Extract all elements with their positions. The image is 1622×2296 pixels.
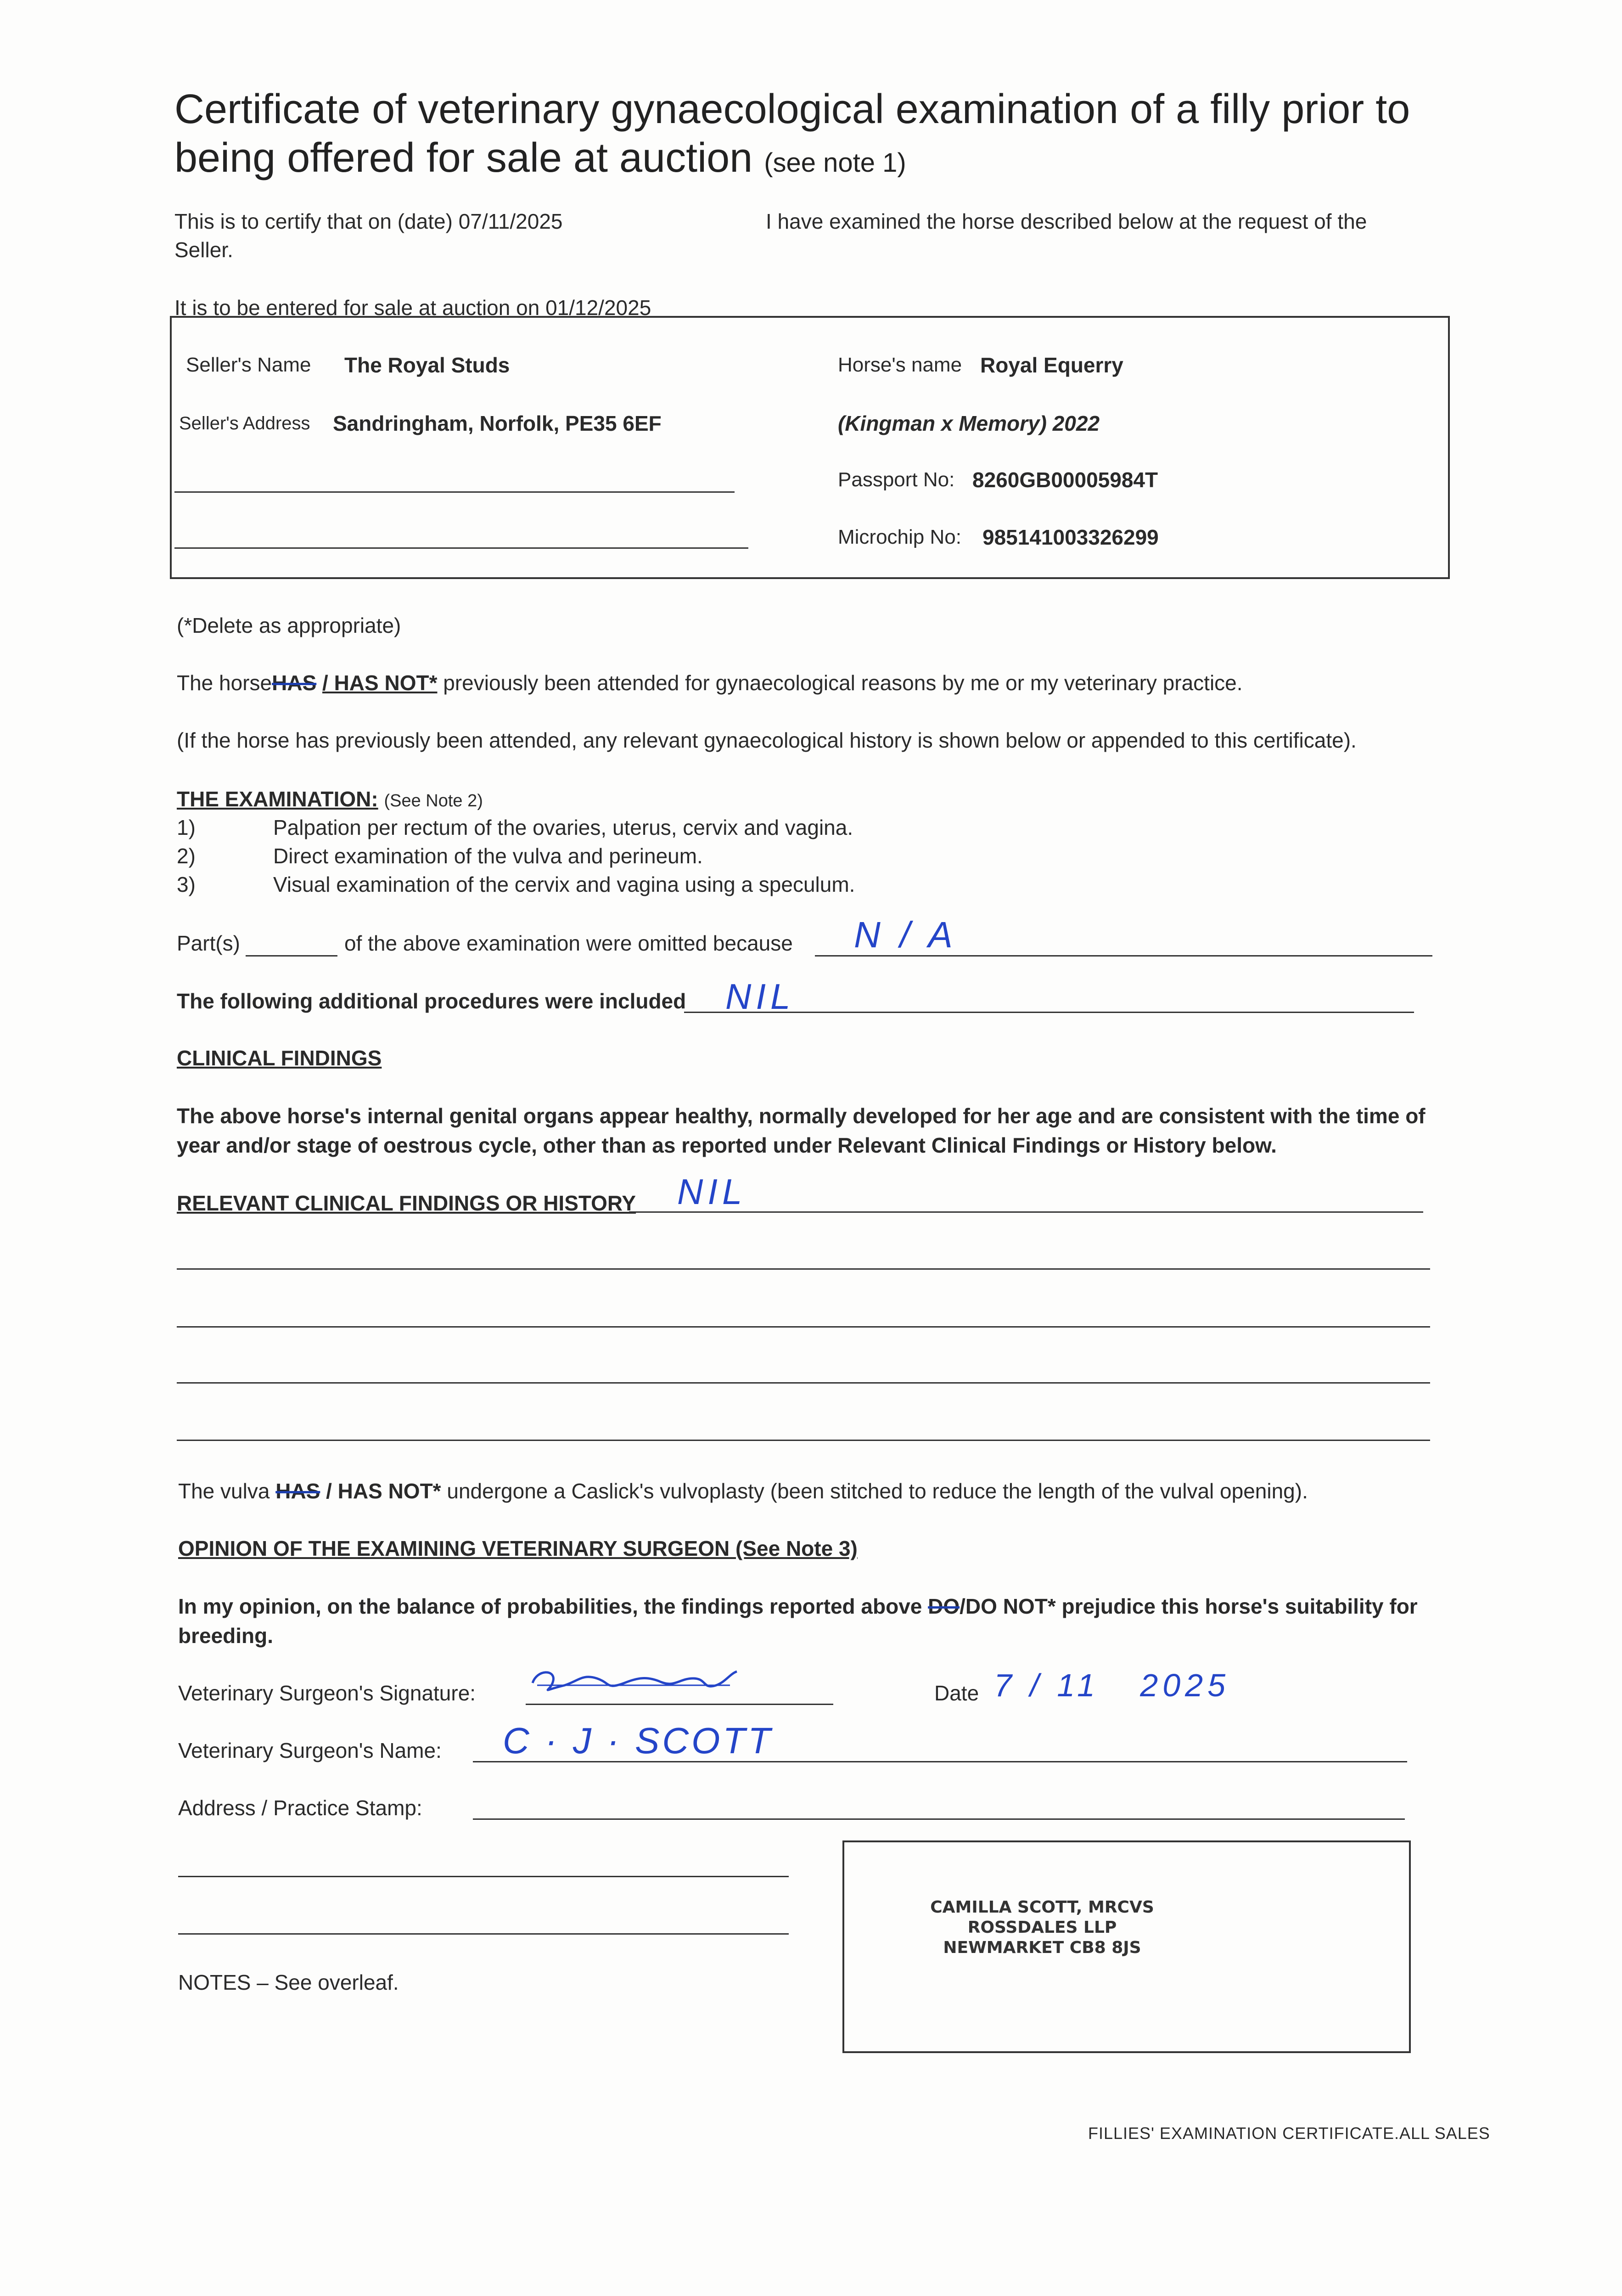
attended-statement bbox=[177, 668, 1243, 698]
auction-prefix: It is to be entered for sale at auction on bbox=[174, 296, 540, 320]
clinical-heading: CLINICAL FINDINGS bbox=[177, 1046, 382, 1070]
address-stamp-line[interactable] bbox=[473, 1818, 1405, 1820]
exam-item-text: Visual examination of the cervix and vagina using a speculum. bbox=[273, 872, 855, 896]
vulva-statement bbox=[178, 1476, 1308, 1506]
name-label: Veterinary Surgeon's Name: bbox=[178, 1739, 442, 1762]
address-line-b[interactable] bbox=[178, 1933, 789, 1935]
signature-line[interactable] bbox=[526, 1704, 833, 1705]
exam-item bbox=[177, 870, 855, 899]
horse-name-field[interactable]: Royal Equerry bbox=[980, 353, 1123, 377]
additional-label: The following additional procedures were included bbox=[177, 989, 686, 1013]
practice-stamp bbox=[895, 1897, 1189, 1958]
address-line-1[interactable] bbox=[174, 491, 735, 493]
opinion-heading: OPINION OF THE EXAMINING VETERINARY SURGEON (See Note 3) bbox=[178, 1536, 858, 1560]
opinion-suffix: prejudice this horse's suitability for breeding. bbox=[178, 1594, 1418, 1648]
examination-note: (See Note 2) bbox=[384, 791, 483, 810]
omitted-parts-field[interactable] bbox=[246, 955, 337, 957]
stamp-line-3: NEWMARKET CB8 8JS bbox=[943, 1938, 1141, 1957]
seller-name-label: Seller's Name bbox=[186, 354, 311, 376]
history-note: (If the horse has previously been attended, any relevant gynaecological history is shown below or appended to this certificate). bbox=[177, 728, 1357, 752]
omitted-mid: of the above examination were omitted because bbox=[344, 931, 793, 955]
clinical-statement: The above horse's internal genital organs appear healthy, normally developed for her age and are consistent with the time of year and/or stage of oestrous cycle, other than as reported under Relevant Clinical Findings or History below. bbox=[177, 1104, 1426, 1157]
seller-address-field[interactable]: Sandringham, Norfolk, PE35 6EF bbox=[333, 411, 662, 435]
delete-note: (*Delete as appropriate) bbox=[177, 613, 401, 637]
exam-item-num: 1) bbox=[177, 816, 196, 839]
relevant-line-4[interactable] bbox=[177, 1440, 1430, 1441]
stamp-line-2: ROSSDALES LLP bbox=[967, 1918, 1117, 1937]
seller-word: Seller. bbox=[174, 238, 233, 262]
seller-name-field[interactable]: The Royal Studs bbox=[344, 353, 510, 377]
microchip-field[interactable]: 985141003326299 bbox=[982, 525, 1159, 549]
exam-date: 07/11/2025 bbox=[458, 209, 563, 233]
signature-mark bbox=[528, 1665, 744, 1697]
stamp-line-1: CAMILLA SCOTT, MRCVS bbox=[930, 1898, 1154, 1917]
auction-date: 01/12/2025 bbox=[545, 296, 651, 320]
exam-item-num: 2) bbox=[177, 844, 196, 868]
additional-value[interactable]: NIL bbox=[725, 976, 795, 1017]
address-stamp-label: Address / Practice Stamp: bbox=[178, 1796, 422, 1820]
name-value[interactable]: C · J · SCOTT bbox=[503, 1720, 774, 1761]
passport-label: Passport No: bbox=[838, 468, 955, 491]
opinion-do-not[interactable]: /DO NOT* bbox=[960, 1594, 1056, 1618]
relevant-line-0[interactable] bbox=[629, 1211, 1423, 1213]
opinion-do-struck[interactable]: DO bbox=[928, 1594, 960, 1618]
notes-text: NOTES – See overleaf. bbox=[178, 1970, 399, 1994]
exam-item-text: Direct examination of the vulva and perineum. bbox=[273, 844, 703, 868]
certify-line bbox=[174, 207, 563, 236]
exam-item-num: 3) bbox=[177, 872, 196, 896]
relevant-heading: RELEVANT CLINICAL FINDINGS OR HISTORY bbox=[177, 1191, 636, 1215]
opinion-prefix: In my opinion, on the balance of probabilities, the findings reported above bbox=[178, 1594, 922, 1618]
address-line-a[interactable] bbox=[178, 1876, 789, 1877]
page-title bbox=[174, 85, 1506, 187]
examination-title: THE EXAMINATION: bbox=[177, 787, 378, 811]
footer-text: FILLIES' EXAMINATION CERTIFICATE.ALL SALES bbox=[1088, 2124, 1490, 2143]
omitted-reason-value[interactable]: N / A bbox=[854, 914, 957, 955]
attended-has-not[interactable]: / HAS NOT* bbox=[322, 671, 438, 695]
relevant-line-1[interactable] bbox=[177, 1268, 1430, 1270]
relevant-value[interactable]: NIL bbox=[677, 1171, 747, 1212]
signature-label: Veterinary Surgeon's Signature: bbox=[178, 1681, 476, 1705]
omitted-prefix: Part(s) bbox=[177, 931, 240, 955]
date-label: Date bbox=[934, 1681, 979, 1705]
exam-item bbox=[177, 813, 853, 842]
seller-address-label: Seller's Address bbox=[179, 413, 310, 433]
signature-field[interactable] bbox=[528, 1665, 744, 1697]
examination-heading bbox=[177, 784, 483, 816]
vulva-prefix: The vulva bbox=[178, 1479, 270, 1503]
opinion-statement bbox=[178, 1592, 1464, 1650]
address-line-2[interactable] bbox=[174, 547, 748, 549]
date-value[interactable]: 7 / 11 2025 bbox=[994, 1667, 1230, 1703]
title-main: Certificate of veterinary gynaecological examination of a filly prior to being offered for sale at auction bbox=[174, 86, 1410, 181]
exam-item-text: Palpation per rectum of the ovaries, uterus, cervix and vagina. bbox=[273, 816, 853, 839]
microchip-label: Microchip No: bbox=[838, 526, 961, 548]
relevant-line-3[interactable] bbox=[177, 1382, 1430, 1384]
horse-name-label: Horse's name bbox=[838, 354, 962, 376]
attended-has-struck[interactable]: HAS bbox=[272, 671, 317, 695]
vulva-has-struck[interactable]: HAS bbox=[275, 1479, 320, 1503]
pedigree-field[interactable]: (Kingman x Memory) 2022 bbox=[838, 411, 1100, 435]
relevant-line-2[interactable] bbox=[177, 1326, 1430, 1328]
request-text: I have examined the horse described below at the request of the bbox=[766, 209, 1367, 233]
certify-prefix: This is to certify that on (date) bbox=[174, 209, 453, 233]
passport-field[interactable]: 8260GB00005984T bbox=[972, 468, 1158, 492]
exam-item bbox=[177, 841, 703, 871]
attended-suffix: previously been attended for gynaecological reasons by me or my veterinary practice. bbox=[443, 671, 1243, 695]
attended-prefix: The horse bbox=[177, 671, 272, 695]
vulva-has-not[interactable]: / HAS NOT* bbox=[326, 1479, 441, 1503]
vulva-suffix: undergone a Caslick's vulvoplasty (been stitched to reduce the length of the vulval opening). bbox=[447, 1479, 1308, 1503]
title-note: (see note 1) bbox=[764, 148, 906, 178]
